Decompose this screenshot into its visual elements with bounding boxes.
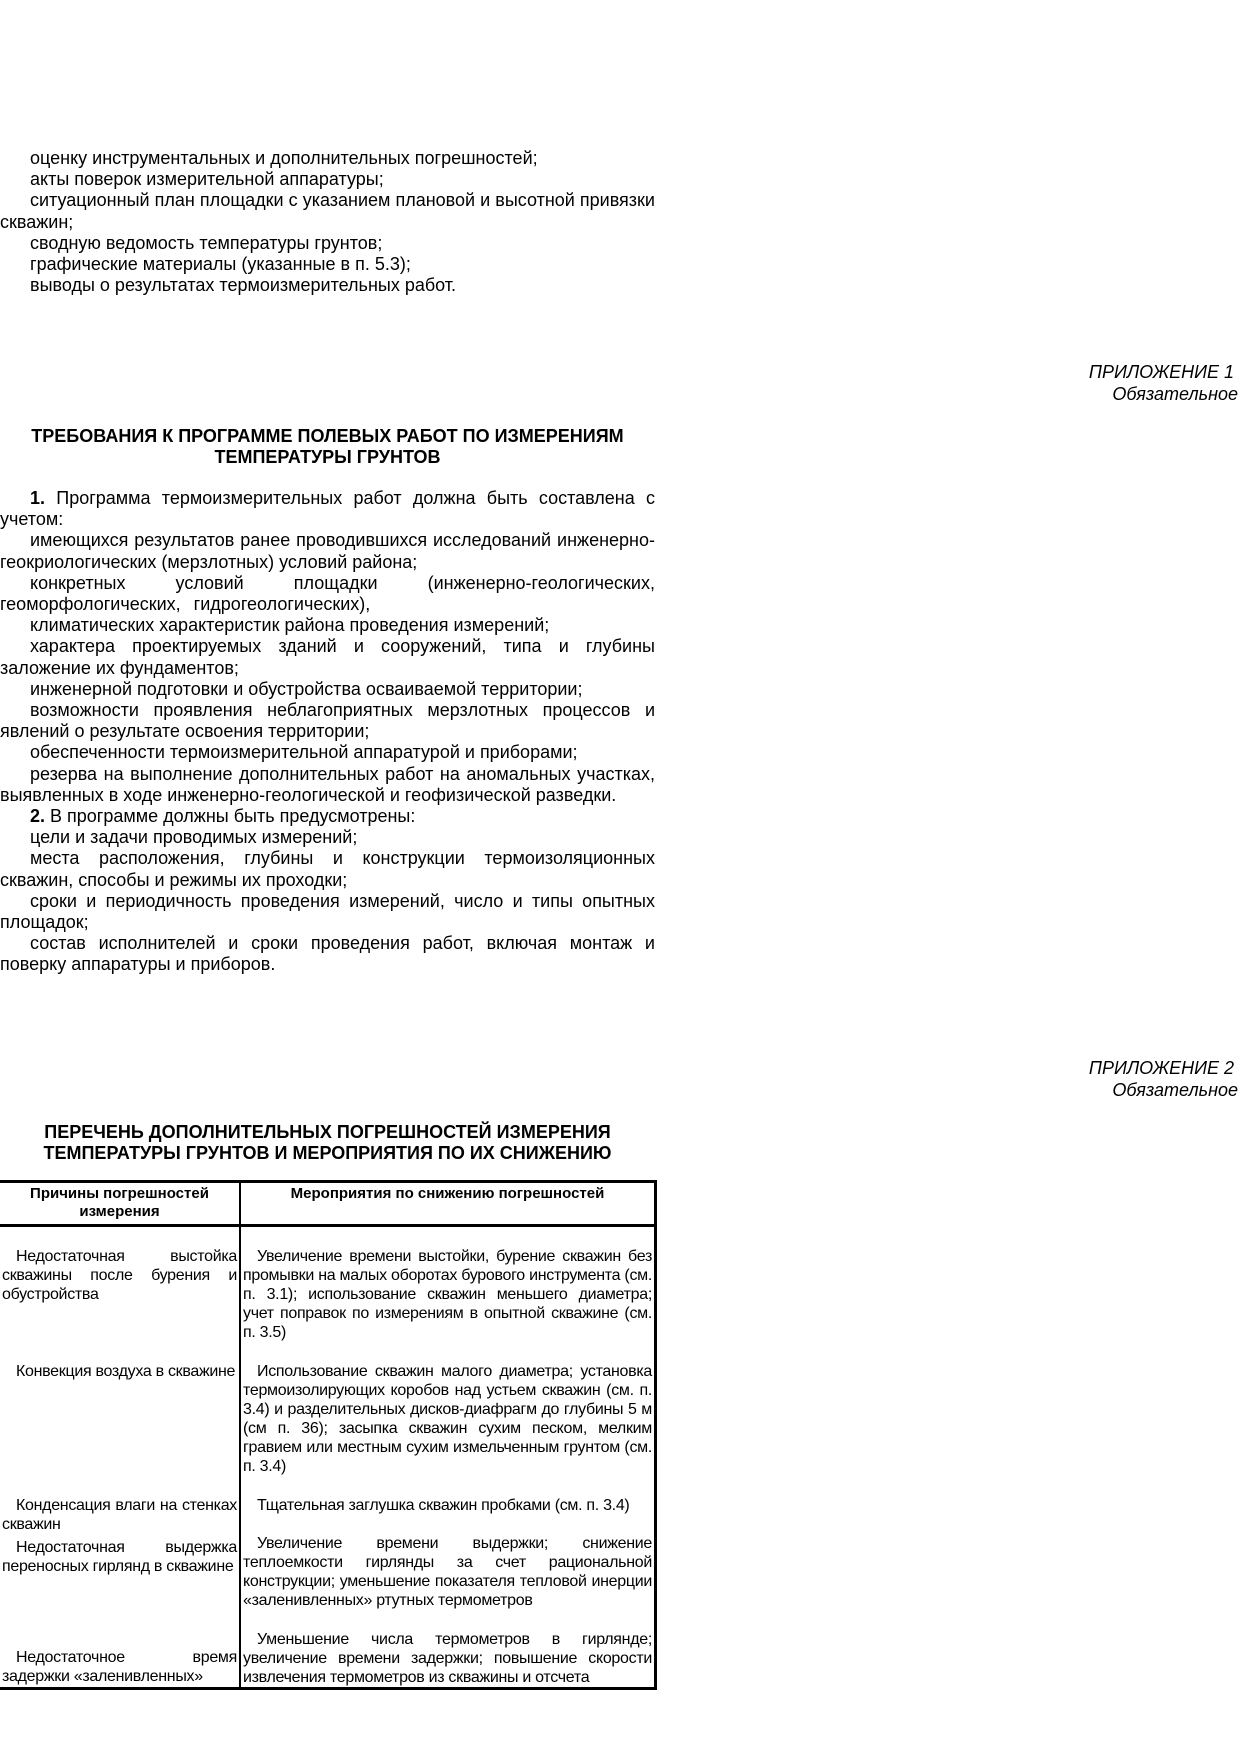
column-header-causes: Причины погрешностей измерения bbox=[0, 1182, 240, 1226]
intro-item: акты поверок измерительной аппаратуры; bbox=[30, 169, 384, 190]
intro-item: оценку инструментальных и дополнительных погрешностей; bbox=[30, 148, 538, 168]
table-row bbox=[0, 1610, 656, 1689]
appendix1-label: ПРИЛОЖЕНИЕ 1 bbox=[1088, 362, 1234, 382]
section2-item: цели и задачи проводимых измерений; bbox=[30, 827, 358, 848]
section1-item: конкретных условий площадки (инженерно-геологических, геоморфологических, гидрогеологических), bbox=[0, 572, 655, 615]
table-row bbox=[0, 1476, 656, 1534]
appendix2-title: ПЕРЕЧЕНЬ ДОПОЛНИТЕЛЬНЫХ ПОГРЕШНОСТЕЙ ИЗМЕРЕНИЯ ТЕМПЕРАТУРЫ ГРУНТОВ И МЕРОПРИЯТИЯ ПО ИХ СНИЖЕНИЮ bbox=[43, 1122, 612, 1163]
measure-cell: Тщательная заглушка скважин пробками (см. п. 3.4) bbox=[257, 1497, 630, 1514]
intro-item: выводы о результатах термоизмерительных работ. bbox=[30, 275, 457, 296]
section1-number: 1. bbox=[30, 488, 46, 508]
measure-cell: Использование скважин малого диаметра; установка термоизолирующих коробов над устьем скважин (см. п. 3.4) и разделительных дисков-диафрагм до глубины 5 м (см п. 36); засыпка скважин сухим песком, мелким гравием или местным сухим измельченным грунтом (см. п. 3.4) bbox=[243, 1363, 652, 1475]
section1-item: резерва на выполнение дополнительных работ на аномальных участках, выявленных в ходе инженерно-геологической и геофизической разведки. bbox=[0, 763, 655, 805]
intro-list bbox=[0, 148, 655, 296]
section1-text: Программа термоизмерительных работ должна быть составлена с учетом: bbox=[0, 488, 655, 530]
table-row bbox=[0, 1226, 656, 1343]
appendix1-status: Обязательное bbox=[1112, 384, 1238, 404]
column-header-measures: Мероприятия по снижению погрешностей bbox=[240, 1182, 656, 1226]
errors-table bbox=[0, 1180, 657, 1690]
cause-cell: Конденсация влаги на стенках скважин bbox=[2, 1497, 237, 1533]
section2-item: состав исполнителей и сроки проведения работ, включая монтаж и поверку аппаратуры и приборов. bbox=[0, 933, 655, 975]
table-row bbox=[0, 1534, 656, 1610]
section1-item: характера проектируемых зданий и сооружений, типа и глубины заложение их фундаментов; bbox=[0, 636, 655, 678]
cause-cell: Недостаточное время задержки «заленивленных» bbox=[2, 1649, 237, 1685]
cause-cell: Недостаточная выстойка скважины после бурения и обустройства bbox=[2, 1248, 237, 1303]
section1-item: имеющихся результатов ранее проводившихся исследований инженерно-геокриологических (мерзлотных) условий района; bbox=[0, 530, 655, 572]
appendix1-title: ТРЕБОВАНИЯ К ПРОГРАММЕ ПОЛЕВЫХ РАБОТ ПО ИЗМЕРЕНИЯМ ТЕМПЕРАТУРЫ ГРУНТОВ bbox=[31, 426, 624, 467]
section2-item: места расположения, глубины и конструкции термоизоляционных скважин, способы и режимы их проходки; bbox=[0, 848, 655, 890]
measure-cell: Увеличение времени выдержки; снижение теплоемкости гирлянды за счет рациональной конструкции; уменьшение показателя тепловой инерции «заленивленных» ртутных термометров bbox=[243, 1535, 652, 1609]
section2-intro bbox=[0, 806, 655, 827]
intro-item: ситуационный план площадки с указанием плановой и высотной привязки скважин; bbox=[0, 190, 655, 232]
measure-cell: Увеличение времени выстойки, бурение скважин без промывки на малых оборотах бурового инструмента (см. п. 3.1); использование скважин меньшего диаметра; учет поправок по измерениям в опытной скважине (см. п. 3.5) bbox=[243, 1248, 652, 1341]
section1-item: климатических характеристик района проведения измерений; bbox=[30, 615, 550, 636]
section2-item: сроки и периодичность проведения измерений, число и типы опытных площадок; bbox=[0, 890, 655, 933]
section1-item: обеспеченности термоизмерительной аппаратурой и приборами; bbox=[30, 742, 578, 763]
cause-cell: Конвекция воздуха в скважине bbox=[16, 1363, 236, 1380]
section2-text: В программе должны быть предусмотрены: bbox=[50, 806, 416, 827]
table-header-row bbox=[0, 1182, 656, 1226]
intro-item: сводную ведомость температуры грунтов; bbox=[30, 232, 383, 253]
measure-cell: Уменьшение числа термометров в гирлянде; увеличение времени задержки; повышение скорости извлечения термометров из скважины и отсчета bbox=[243, 1631, 652, 1686]
cause-cell: Недостаточная выдержка переносных гирлянд в скважине bbox=[2, 1539, 237, 1575]
appendix1-label-block bbox=[840, 361, 1240, 405]
section2-number: 2. bbox=[30, 806, 46, 827]
intro-item: графические материалы (указанные в п. 5.3); bbox=[30, 254, 411, 275]
table-row bbox=[0, 1342, 656, 1476]
section1-item: возможности проявления неблагоприятных мерзлотных процессов и явлений о результате освоения территории; bbox=[0, 700, 655, 742]
section1-intro bbox=[0, 488, 655, 530]
section1-item: инженерной подготовки и обустройства осваиваемой территории; bbox=[30, 678, 583, 699]
appendix2-label-block bbox=[840, 1057, 1240, 1101]
appendix2-status: Обязательное bbox=[1112, 1080, 1238, 1100]
appendix1-body bbox=[0, 488, 655, 976]
appendix2-label: ПРИЛОЖЕНИЕ 2 bbox=[1088, 1058, 1234, 1078]
